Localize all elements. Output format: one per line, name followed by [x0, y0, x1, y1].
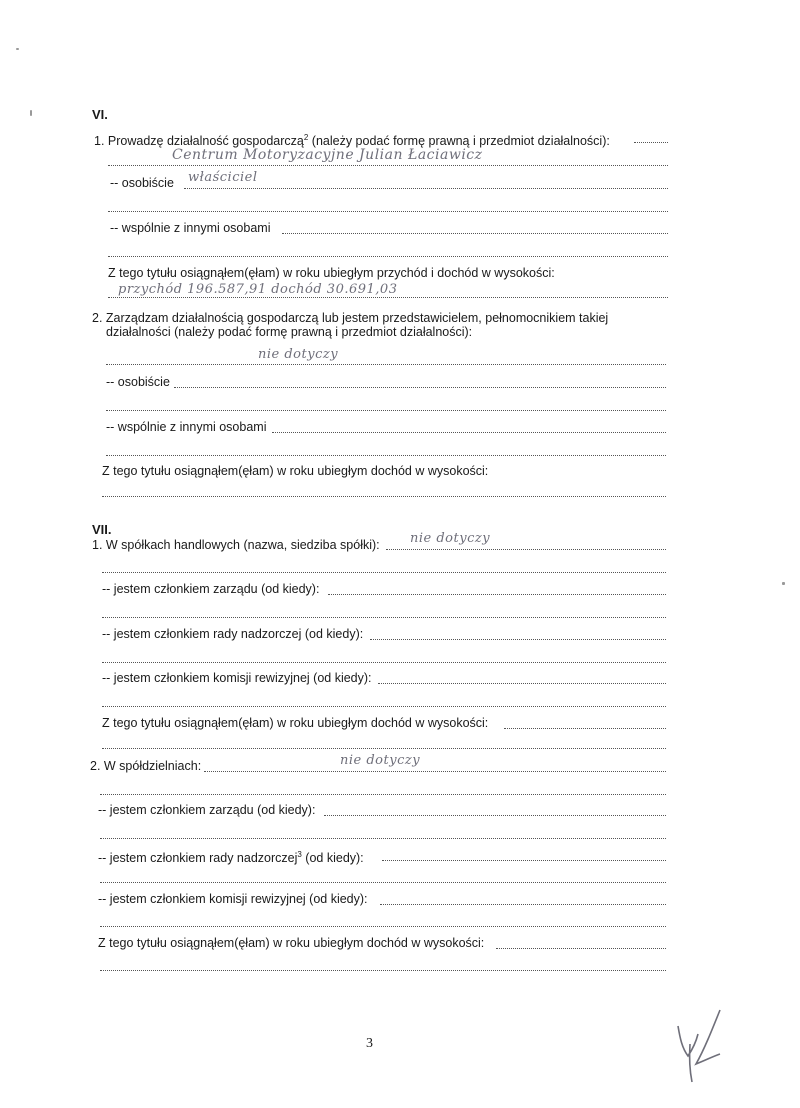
vi-item1-wspolnie: -- wspólnie z innymi osobami [110, 221, 271, 235]
dotted-line [272, 432, 666, 433]
handwritten-nie-dotyczy: nie dotyczy [340, 753, 421, 768]
dotted-line [282, 233, 668, 234]
dotted-line [380, 904, 666, 905]
vii-item2-label: 2. W spółdzielniach: [90, 759, 202, 773]
handwritten-business-name: Centrum Motoryzacyjne Julian Łaciawicz [172, 147, 483, 163]
vii-item2-income-label: Z tego tytułu osiągnąłem(ęłam) w roku ubiegłym dochód w wysokości: [98, 936, 485, 950]
vii-item1-label: 1. W spółkach handlowych (nazwa, siedziba spółki): [92, 538, 380, 552]
vii-item1-komisja: -- jestem członkiem komisji rewizyjnej (od kiedy): [102, 671, 372, 685]
scan-speck [782, 582, 785, 585]
handwritten-osobiscie: właściciel [188, 170, 258, 185]
vi-item2-line1: 2. Zarządzam działalnością gospodarczą lub jestem przedstawicielem, pełnomocnikiem takiej [92, 311, 609, 325]
dotted-line [102, 496, 666, 497]
dotted-line [100, 838, 666, 839]
vii-item2-komisja: -- jestem członkiem komisji rewizyjnej (od kiedy): [98, 892, 368, 906]
vi-item2-wspolnie: -- wspólnie z innymi osobami [106, 420, 267, 434]
dotted-line [108, 297, 668, 298]
vi-item2-line2: działalności (należy podać formę prawną i przedmiot działalności): [106, 325, 473, 339]
dotted-line [100, 882, 666, 883]
section-vii-heading: VII. [92, 522, 112, 537]
dotted-line [328, 594, 666, 595]
dotted-line [324, 815, 666, 816]
dotted-line [100, 926, 666, 927]
scan-speck [16, 48, 19, 50]
vii-item1-rada: -- jestem członkiem rady nadzorczej (od kiedy): [102, 627, 364, 641]
dotted-line [100, 970, 666, 971]
dotted-line [174, 387, 666, 388]
dotted-line [108, 211, 668, 212]
dotted-line [102, 617, 666, 618]
page-number: 3 [366, 1036, 373, 1051]
dotted-line [386, 549, 666, 550]
vi-item1-osobiscie: -- osobiście [110, 176, 174, 190]
vii-item2-zarzad: -- jestem członkiem zarządu (od kiedy): [98, 803, 316, 817]
dotted-line [382, 860, 666, 861]
handwritten-nie-dotyczy: nie dotyczy [410, 531, 491, 546]
dotted-line [108, 256, 668, 257]
vii-item1-income-label: Z tego tytułu osiągnąłem(ęłam) w roku ubiegłym dochód w wysokości: [102, 716, 489, 730]
dotted-line [370, 639, 666, 640]
vi-item1-label: 1. Prowadzę działalność gospodarczą$^2$ (należy podać formę prawną i przedmiot działalności): [94, 133, 610, 148]
vii-item1-zarzad: -- jestem członkiem zarządu (od kiedy): [102, 582, 320, 596]
section-vi-heading: VI. [92, 107, 108, 122]
dotted-line [102, 748, 666, 749]
dotted-line [108, 165, 668, 166]
handwritten-income: przychód 196.587,91 dochód 30.691,03 [118, 282, 398, 297]
dotted-line [496, 948, 666, 949]
vi-item1-income-label: Z tego tytułu osiągnąłem(ęłam) w roku ubiegłym przychód i dochód w wysokości: [108, 266, 555, 280]
vi-item2-osobiscie: -- osobiście [106, 375, 170, 389]
dotted-line [102, 572, 666, 573]
dotted-line [100, 794, 666, 795]
dotted-line [378, 683, 666, 684]
dotted-line [634, 142, 668, 143]
dotted-line [102, 706, 666, 707]
vii-item2-rada: -- jestem członkiem rady nadzorczej$^3$ (od kiedy): [98, 850, 364, 865]
dotted-line [184, 188, 668, 189]
handwritten-nie-dotyczy: nie dotyczy [258, 347, 339, 362]
dotted-line [102, 662, 666, 663]
dotted-line [204, 771, 666, 772]
initials-signature [668, 1004, 738, 1086]
vi-item2-income-label: Z tego tytułu osiągnąłem(ęłam) w roku ubiegłym dochód w wysokości: [102, 464, 489, 478]
dotted-line [504, 728, 666, 729]
dotted-line [106, 410, 666, 411]
dotted-line [106, 455, 666, 456]
scan-speck [30, 110, 32, 116]
dotted-line [106, 364, 666, 365]
